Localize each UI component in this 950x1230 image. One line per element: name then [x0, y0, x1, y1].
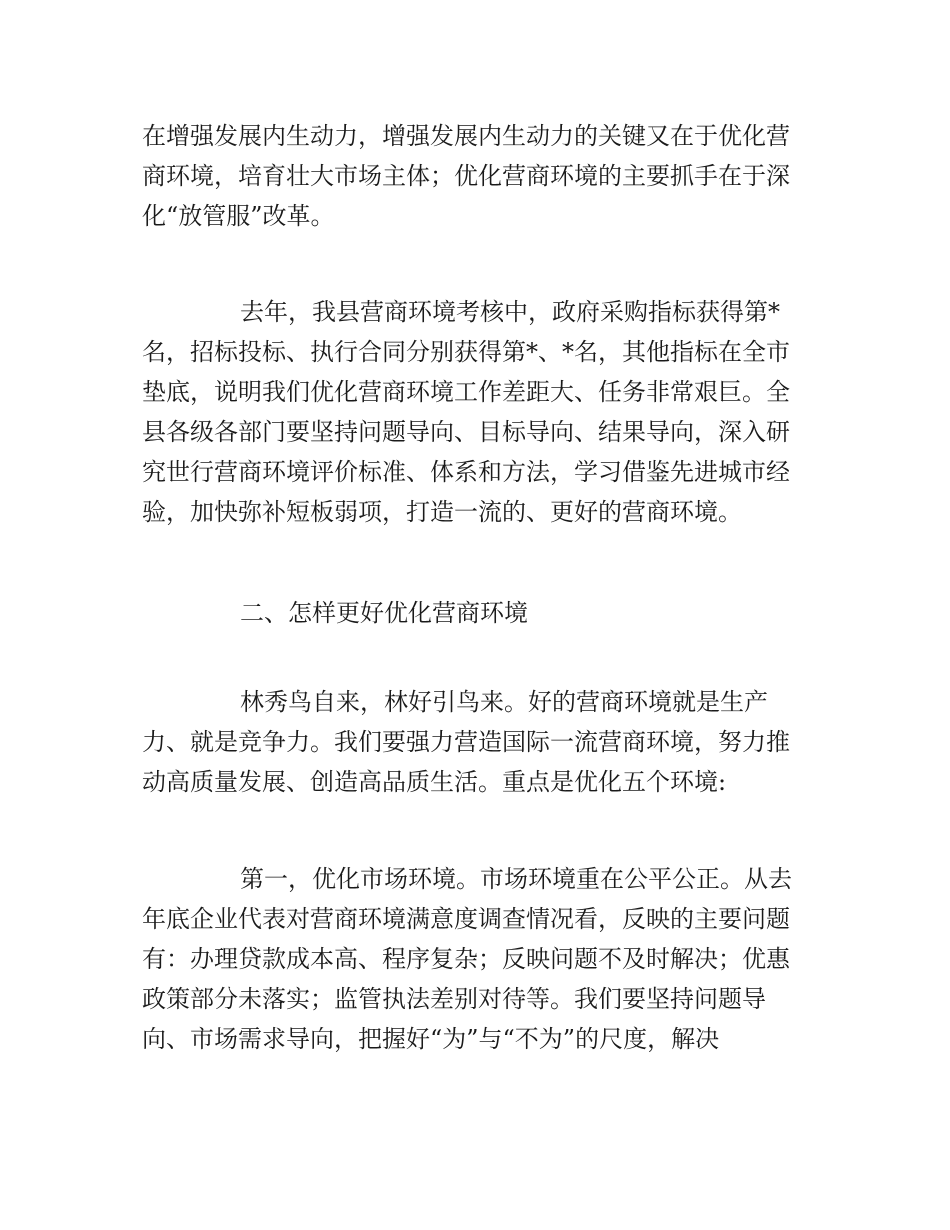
text-line: 验，加快弥补短板弱项，打造一流的、更好的营商环境。	[142, 498, 742, 526]
text-line: 垫底，说明我们优化营商环境工作差距大、任务非常艰巨。全	[142, 378, 790, 406]
text-line: 去年，我县营商环境考核中，政府采购指标获得第*	[240, 298, 780, 326]
text-line: 有：办理贷款成本高、程序复杂；反映问题不及时解决；优惠	[142, 945, 790, 973]
text-line: 力、就是竞争力。我们要强力营造国际一流营商环境，努力推	[142, 728, 790, 756]
paragraph-last-year-assessment	[142, 292, 790, 532]
text-line: 县各级各部门要坚持问题导向、目标导向、结果导向，深入研	[142, 418, 790, 446]
text-line: 动高质量发展、创造高品质生活。重点是优化五个环境:	[142, 768, 727, 796]
paragraph-intro-continued	[142, 116, 790, 236]
section-heading-2	[142, 593, 528, 633]
text-line: 第一，优化市场环境。市场环境重在公平公正。从去	[240, 865, 792, 893]
text-line: 名，招标投标、执行合同分别获得第*、*名，其他指标在全市	[142, 338, 790, 366]
text-line: 究世行营商环境评价标准、体系和方法，学习借鉴先进城市经	[142, 458, 790, 486]
paragraph-business-environment	[142, 682, 790, 802]
text-line: 林秀鸟自来，林好引鸟来。好的营商环境就是生产	[240, 688, 768, 716]
paragraph-market-environment	[142, 859, 792, 1059]
section-heading-text: 二、怎样更好优化营商环境	[240, 599, 528, 627]
text-line: 商环境，培育壮大市场主体；优化营商环境的主要抓手在于深	[142, 162, 790, 190]
text-line: 在增强发展内生动力，增强发展内生动力的关键又在于优化营	[142, 122, 790, 150]
text-line: 向、市场需求导向，把握好“为”与“不为”的尺度，解决	[142, 1025, 720, 1053]
text-line: 化“放管服”改革。	[142, 202, 335, 230]
text-line: 年底企业代表对营商环境满意度调查情况看，反映的主要问题	[142, 905, 790, 933]
text-line: 政策部分未落实；监管执法差别对待等。我们要坚持问题导	[142, 985, 766, 1013]
